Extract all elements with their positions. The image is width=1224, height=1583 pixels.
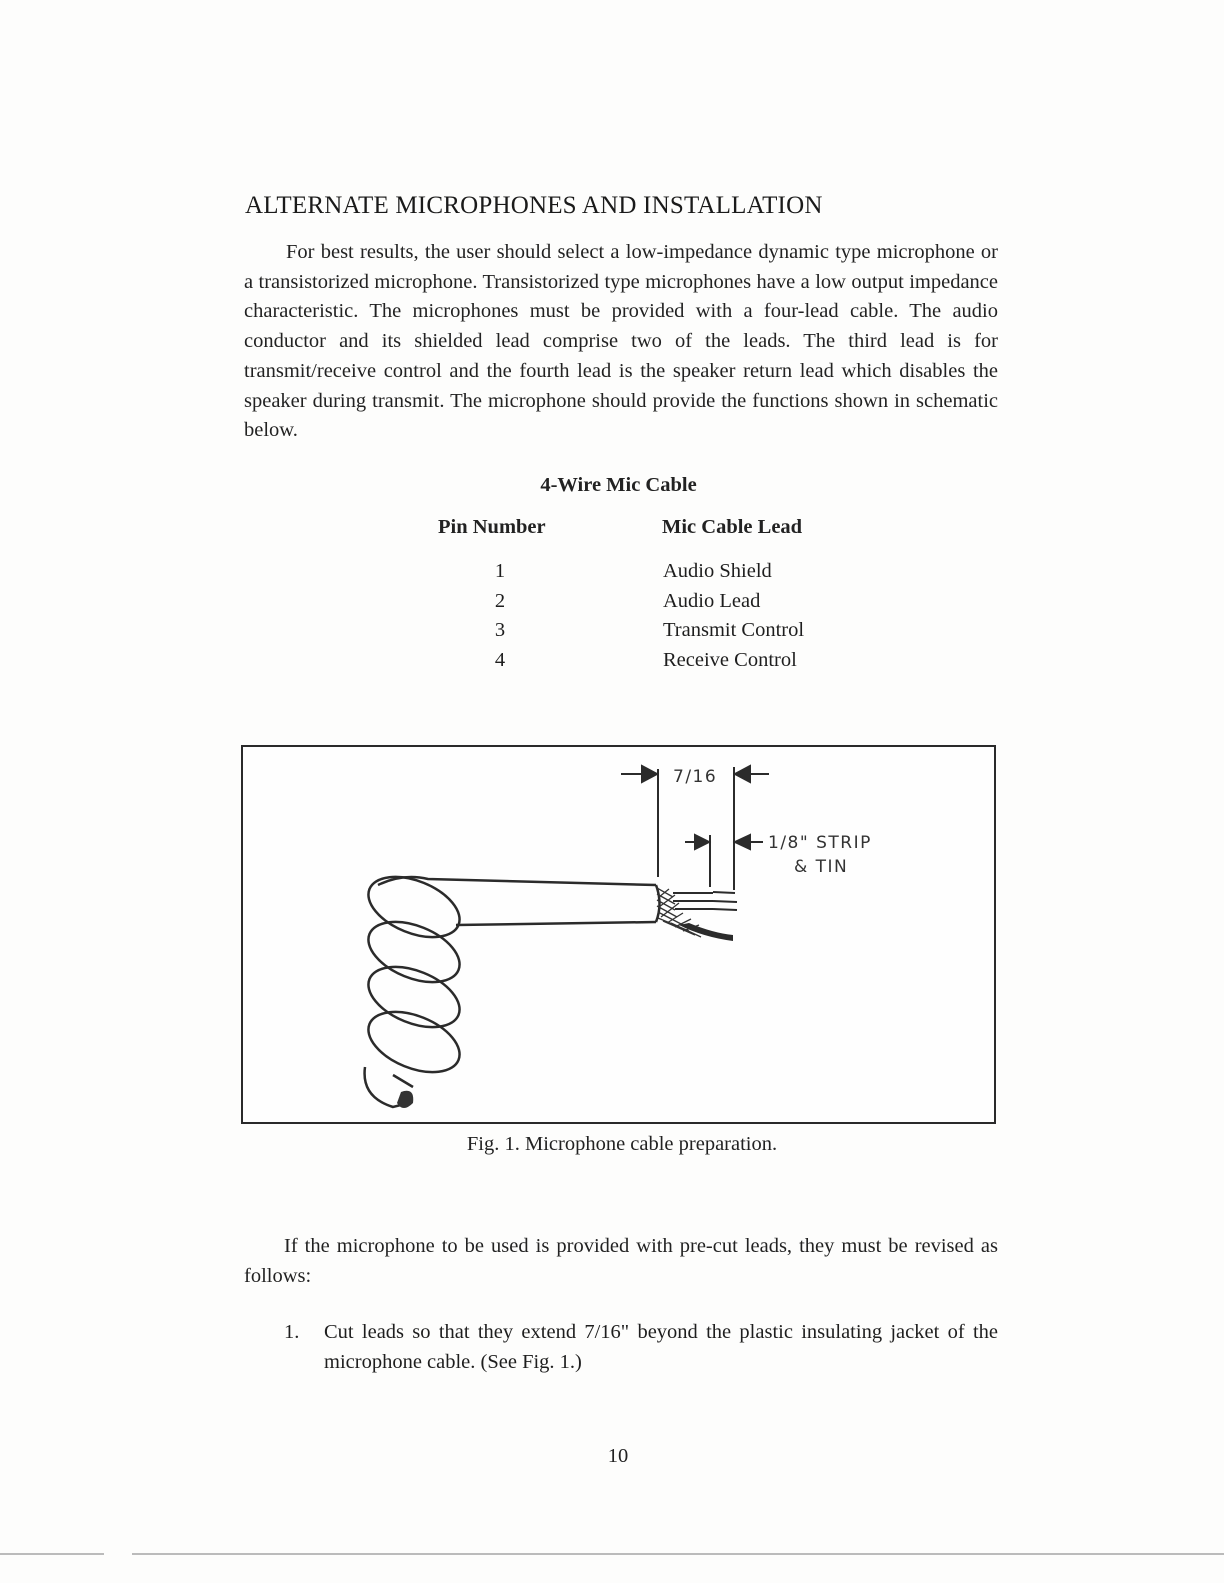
dimension-label-tin: & TIN <box>794 857 849 877</box>
figure-caption-label: Fig. 1. <box>466 1133 520 1155</box>
figure-caption-text: Microphone cable preparation. <box>524 1133 778 1155</box>
figure-caption <box>0 1133 1224 1156</box>
revision-paragraph: If the microphone to be used is provided with pre-cut leads, they must be revised as follows: <box>244 1235 998 1287</box>
conductor-leads <box>673 892 737 910</box>
column-header-lead: Mic Cable Lead <box>662 516 803 538</box>
cable-cut-end <box>397 1091 413 1108</box>
dimension-label-lead-length: 7/16 <box>673 767 718 787</box>
table-cell-pin: 4 <box>494 649 506 671</box>
list-item-text: Cut leads so that they extend 7/16" beyond the plastic insulating jacket of the microphone cable. (See Fig. 1.) <box>324 1321 998 1373</box>
table-cell-pin: 1 <box>494 560 506 582</box>
cable-jacket <box>378 877 660 925</box>
cable-diagram <box>243 747 994 1122</box>
intro-paragraph: For best results, the user should select a low-impedance dynamic type microphone or a transistorized microphone. Transistorized type microphones have a low output impedance characteristic. The microphones must be provided with a four-lead cable. The audio conductor and its shielded lead comprise two of the leads. The third lead is for transmit/receive control and the fourth lead is the speaker return lead which disables the speaker during transmit. The microphone should provide the functions shown in schematic below. <box>244 241 998 442</box>
table-cell-lead: Receive Control <box>663 649 797 671</box>
dimension-label-strip: 1/8" STRIP <box>768 833 872 853</box>
cable-diagram-figure <box>241 745 996 1124</box>
bottom-rule <box>132 1553 1224 1555</box>
table-title: 4-Wire Mic Cable <box>540 474 697 496</box>
section-heading: ALTERNATE MICROPHONES AND INSTALLATION <box>245 192 823 219</box>
table-cell-lead: Transmit Control <box>663 619 805 641</box>
table-cell-lead: Audio Lead <box>663 590 761 612</box>
list-item-number: 1. <box>284 1321 300 1343</box>
page-number: 10 <box>607 1445 629 1467</box>
bottom-rule <box>0 1553 104 1555</box>
table-cell-lead: Audio Shield <box>663 560 772 582</box>
table-cell-pin: 3 <box>494 619 506 641</box>
coiled-cable <box>360 865 468 1107</box>
table-cell-pin: 2 <box>494 590 506 612</box>
column-header-pin: Pin Number <box>438 516 546 538</box>
